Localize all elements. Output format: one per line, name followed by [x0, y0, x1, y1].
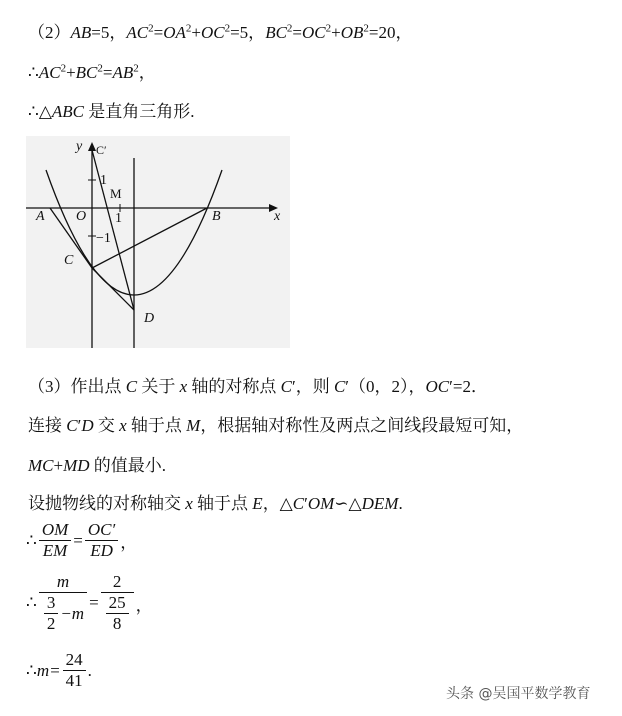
fraction-2-over: [101, 572, 134, 634]
label-a: A: [36, 209, 45, 224]
frac-25-8-num: 25: [108, 593, 126, 612]
label-neg-one: −1: [96, 231, 111, 246]
line-6: MC+MD 的值最小.: [28, 456, 167, 475]
therefore-3: ∴: [26, 660, 37, 680]
fraction-om-em: [39, 520, 71, 561]
label-one-x: 1: [115, 211, 122, 226]
fraction-m-over: [39, 572, 87, 634]
frac2-num: OC′: [87, 520, 116, 539]
equals-2: =: [89, 593, 99, 612]
frac1-num: OM: [41, 520, 69, 539]
label-d: D: [144, 311, 155, 326]
equation-3: [26, 650, 92, 691]
fraction-oc-ed: [85, 520, 118, 561]
line-4: （3）作出点 C 关于 x 轴的对称点 C′，则 C′（0，2），OC′=2．: [28, 377, 488, 396]
frac-3-2: [44, 593, 59, 634]
frac5-den: 41: [65, 671, 83, 690]
therefore-2: ∴: [26, 593, 37, 612]
frac-25-8-den: 8: [112, 614, 122, 633]
frac-3-2-num: 3: [46, 593, 56, 612]
period-3: .: [87, 660, 92, 680]
m-equals: m=: [36, 660, 61, 680]
frac1-den: EM: [42, 541, 68, 560]
line-7: 设抛物线的对称轴交 x 轴于点 E，△C′OM∽△DEM.: [28, 494, 403, 513]
frac4-num: 2: [112, 572, 122, 591]
therefore-1: ∴: [26, 530, 37, 550]
line-cd: [92, 268, 134, 310]
line-3: ∴△ABC 是直角三角形.: [28, 102, 195, 121]
line-2: $\therefore AC^2+BC^2=AB^2$，: [28, 62, 156, 82]
frac3-num: m: [56, 572, 70, 591]
label-one-top: 1: [100, 173, 107, 188]
label-b: B: [212, 209, 221, 224]
line-c-prime-d: [92, 150, 134, 310]
equation-2: [26, 572, 153, 634]
label-y: y: [76, 139, 83, 154]
frac2-den: ED: [90, 541, 113, 560]
label-c-prime: C′: [96, 143, 107, 157]
comma-1: ，: [120, 533, 138, 552]
watermark: 头条 @吴国平数学教育: [446, 686, 591, 702]
label-x: x: [274, 209, 281, 224]
minus-m: −m: [60, 603, 85, 623]
parabola-figure: [26, 136, 290, 348]
frac5-num: 24: [65, 650, 83, 669]
line-5: 连接 C′D 交 x 轴于点 M，根据轴对称性及两点之间线段最短可知，: [28, 416, 524, 435]
label-c: C: [64, 253, 74, 268]
frac4-den: [101, 593, 134, 634]
frac-3-2-den: 2: [46, 614, 56, 633]
equals-1: =: [73, 530, 83, 550]
y-axis-arrow: [88, 142, 96, 151]
line-1: （2）AB=5，$AC^2=OA^2+OC^2=5$，$BC^2=OC^2+OB^2=20$，: [28, 22, 413, 42]
label-m: M: [110, 186, 122, 201]
comma-2: ，: [135, 595, 153, 615]
label-o: O: [76, 209, 87, 224]
equation-1: [26, 520, 137, 561]
frac-25-8: [106, 593, 129, 634]
figure-svg: [26, 136, 290, 348]
frac3-den: [39, 593, 87, 634]
fraction-24-41: [63, 650, 86, 691]
